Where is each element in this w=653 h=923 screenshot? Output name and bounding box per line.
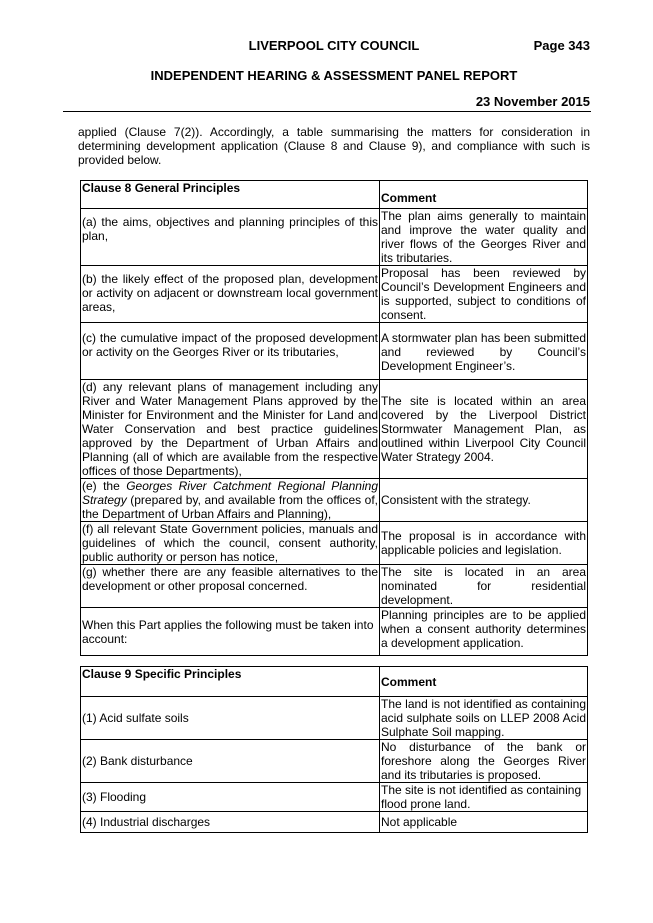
page-number: Page 343 (533, 38, 590, 53)
column-header-comment: Comment (380, 181, 588, 209)
principle-cell: (f) all relevant State Government policies, manuals and guidelines of which the council, consent authority, public authority or person has notice, (82, 522, 378, 564)
table-row (81, 479, 588, 522)
comment-cell: A stormwater plan has been submitted and reviewed by Council’s Development Engineer’s. (380, 323, 588, 380)
table-row (81, 697, 588, 740)
table-row (81, 740, 588, 783)
comment-cell: The plan aims generally to maintain and improve the water quality and river flows of the Georges River and its tributaries. (381, 209, 586, 265)
principle-text-pre: (e) the (82, 479, 127, 493)
column-header-principle: Clause 9 Specific Principles (81, 667, 380, 697)
principle-cell: (2) Bank disturbance (81, 740, 380, 783)
table-row (81, 522, 588, 565)
table-row (81, 608, 588, 656)
comment-cell: Not applicable (380, 812, 588, 833)
header-rule (63, 111, 591, 112)
table-row (81, 812, 588, 833)
principle-cell: (a) the aims, objectives and planning principles of this plan, (81, 209, 380, 266)
principle-cell: (g) whether there are any feasible alternatives to the development or other proposal concerned. (81, 565, 380, 608)
table-header-row (81, 667, 588, 697)
comment-cell: Proposal has been reviewed by Council’s Development Engineers and is supported, subject to conditions of consent. (381, 266, 586, 322)
table-row (81, 565, 588, 608)
principle-cell: (b) the likely effect of the proposed plan, development or activity on adjacent or downstream local government areas, (81, 266, 380, 323)
principle-cell: (1) Acid sulfate soils (81, 697, 380, 740)
table-row (81, 266, 588, 323)
principle-cell: (3) Flooding (81, 783, 380, 812)
principle-cell: (4) Industrial discharges (81, 812, 380, 833)
table-row (81, 380, 588, 479)
comment-cell: The site is located in an area nominated for residential development. (381, 565, 586, 607)
column-header-comment: Comment (380, 667, 588, 697)
principle-cell: (c) the cumulative impact of the proposed development or activity on the Georges River or its tributaries, (81, 323, 380, 380)
comment-cell: The site is located within an area covered by the Liverpool District Stormwater Management Plan, as outlined within Liverpool City Council Water Strategy 2004. (380, 380, 588, 479)
principle-cell: (d) any relevant plans of management including any River and Water Management Plans approved by the Minister for Environment and the Minister for Land and Water Conservation and best practice guidelines approved by the Department of Urban Affairs and Planning (all of which are available from the respective offices of those Departments), (82, 380, 378, 478)
principle-text-post: (prepared by, and available from the offices of, the Department of Urban Affairs and Planning), (82, 493, 378, 521)
comment-cell: Planning principles are to be applied when a consent authority determines a development application. (380, 608, 588, 656)
council-name: LIVERPOOL CITY COUNCIL (248, 38, 420, 53)
column-header-principle: Clause 8 General Principles (81, 181, 380, 209)
principle-cell: When this Part applies the following must be taken into account: (81, 608, 380, 656)
comment-cell: The proposal is in accordance with applicable policies and legislation. (380, 522, 588, 565)
table-row (81, 209, 588, 266)
report-date: 23 November 2015 (475, 94, 590, 109)
table-header-row (81, 181, 588, 209)
clause-8-table (80, 180, 588, 656)
strategy-title: Georges River Catchment Regional Planning Strategy (82, 479, 378, 507)
clause-9-table (80, 666, 588, 833)
comment-cell: Consistent with the strategy. (380, 479, 588, 522)
comment-cell: No disturbance of the bank or foreshore along the Georges River and its tributaries is proposed. (381, 740, 586, 782)
principle-cell (81, 479, 380, 522)
comment-cell: The land is not identified as containing acid sulphate soils on LLEP 2008 Acid Sulphate Soil mapping. (381, 697, 586, 739)
report-title: INDEPENDENT HEARING & ASSESSMENT PANEL REPORT (150, 68, 518, 83)
table-row (81, 323, 588, 380)
intro-paragraph: applied (Clause 7(2)). Accordingly, a table summarising the matters for consideration in determining development application (Clause 8 and Clause 9), and compliance with such is provided below. (78, 125, 590, 167)
table-row (81, 783, 588, 812)
comment-cell: The site is not identified as containing flood prone land. (380, 783, 588, 812)
